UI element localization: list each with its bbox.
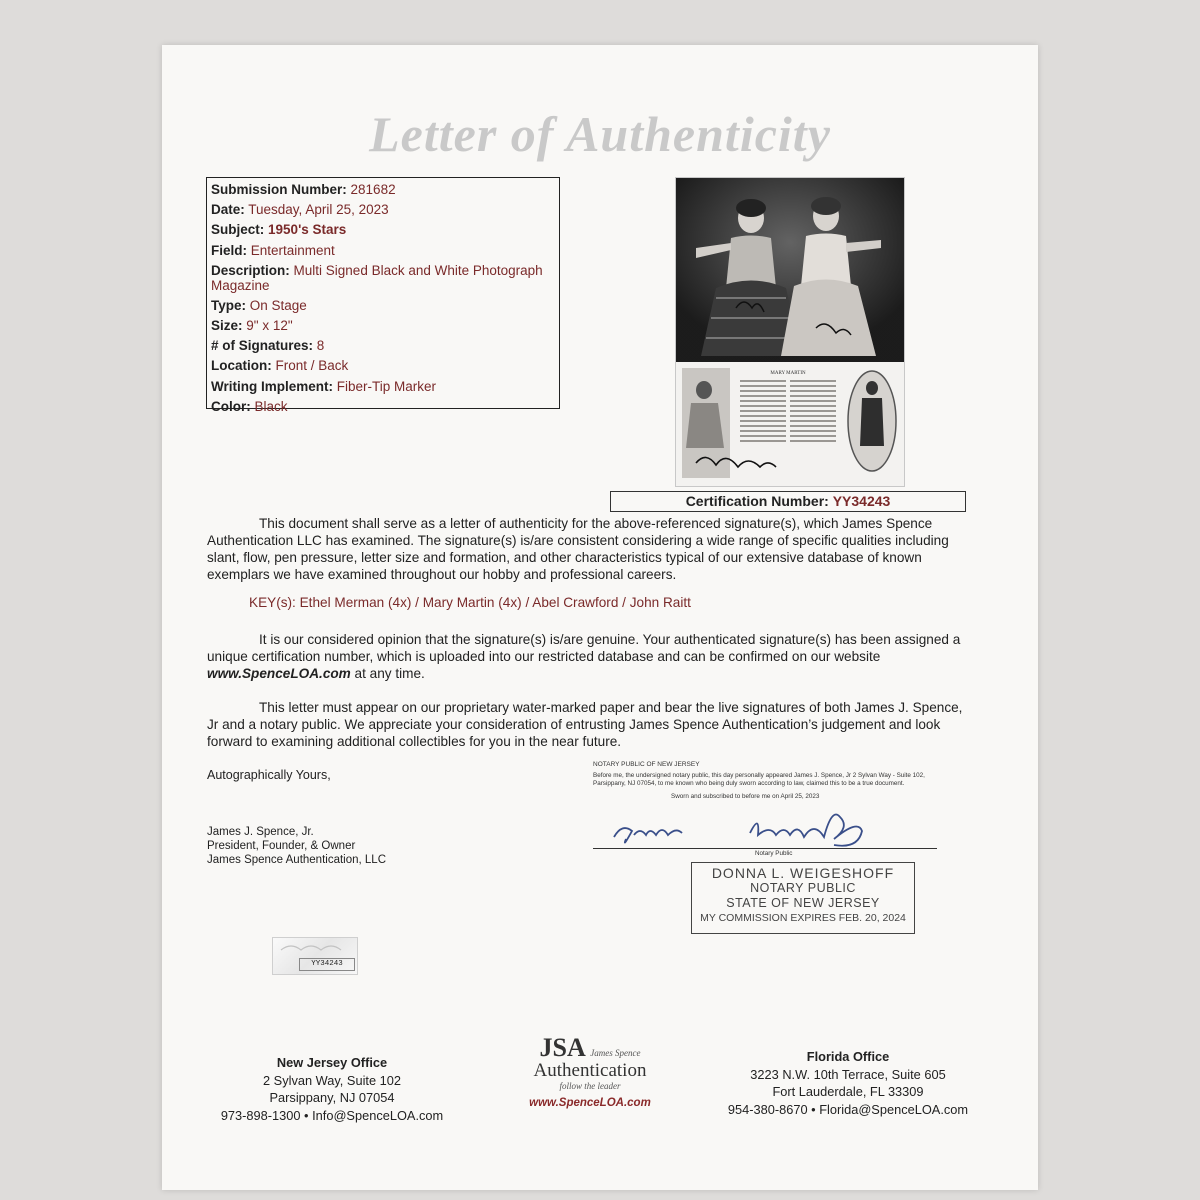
submission-info-box (206, 177, 560, 414)
notary-sworn: Sworn and subscribed to before me on April 25, 2023 (671, 793, 820, 800)
jsa-logo (505, 1035, 675, 1125)
nj-office-heading: New Jersey Office (276, 1055, 388, 1070)
signer-name: James J. Spence, Jr. (207, 826, 314, 838)
website-link[interactable]: www.SpenceLOA.com (207, 666, 351, 681)
closing-text: Autographically Yours, (207, 768, 331, 782)
notary-heading: NOTARY PUBLIC OF NEW JERSEY (593, 761, 700, 768)
signature-keys: KEY(s): Ethel Merman (4x) / Mary Martin (4x) / Abel Crawford / John Raitt (249, 595, 691, 610)
implement-row: Writing Implement: Fiber-Tip Marker (211, 378, 437, 394)
stamp-name: DONNA L. WEIGESHOFF (711, 865, 895, 881)
letter-title: Letter of Authenticity (369, 106, 831, 162)
logo-small: James Spence (590, 1048, 641, 1058)
nj-office-line-3: 973-898-1300 • Info@SpenceLOA.com (220, 1107, 444, 1123)
type-row: Type: On Stage (211, 297, 307, 313)
fl-office (698, 1048, 998, 1118)
certification-number-box (610, 491, 966, 512)
fl-office-line-1: 3223 N.W. 10th Terrace, Suite 605 (750, 1066, 946, 1082)
logo-authentication: Authentication (533, 1060, 647, 1081)
photo-illustration (676, 178, 904, 486)
signer-company: James Spence Authentication, LLC (207, 854, 387, 866)
notary-signature (602, 795, 912, 855)
hologram-number: YY34243 (299, 958, 355, 971)
letter-paper (162, 45, 1038, 1190)
hologram-pattern (273, 938, 357, 958)
fl-office-heading: Florida Office (806, 1049, 890, 1064)
location-row: Location: Front / Back (211, 358, 349, 374)
logo-tagline: follow the leader (559, 1081, 621, 1091)
signer-block (207, 768, 386, 867)
certification-number: YY34243 (832, 493, 891, 509)
submission-row: Submission Number: 281682 (211, 182, 396, 197)
logo-url: www.SpenceLOA.com (529, 1097, 651, 1109)
nj-office-line-2: Parsippany, NJ 07054 (269, 1090, 395, 1105)
subject-row: Subject: 1950's Stars (211, 222, 347, 238)
notary-stamp (691, 862, 915, 934)
nj-office (202, 1054, 462, 1124)
notary-public-label: Notary Public (755, 850, 793, 857)
paragraph-1: This document shall serve as a letter of authenticity for the above-referenced signature(s), which James Spence Authentication LLC has examined. The signature(s) is/are consistent considering a wide range of specific qualities including slant, flow, pen pressure, letter size and formation, and other characteristics typical of our extensive database of known exemplars we have examined throughout our hobby and professional careers. (207, 516, 949, 582)
paragraph-3: This letter must appear on our proprietary water-marked paper and bear the live signatures of both James J. Spence, Jr and a notary public. We appreciate your consideration of entrusting James Spence Authentication’s judgement and look forward to examining additional collectibles for you in the near future. (207, 700, 963, 749)
hologram-sticker (272, 937, 358, 975)
certification-label: Certification Number: (685, 493, 829, 509)
notary-text: Before me, the undersigned notary public, this day personally appeared James J. Spence, Jr 2 Sylvan Way - Suite 102, Parsippany, NJ 07054, to me known who being duly sworn according to law, claimed this to be a true document. (593, 772, 925, 787)
logo-jsa: JSA (539, 1033, 586, 1062)
photo-heading: MARY MARTIN (770, 371, 806, 376)
stamp-line-3: MY COMMISSION EXPIRES FEB. 20, 2024 (700, 912, 906, 924)
notary-signature-line (593, 848, 937, 849)
signer-title: President, Founder, & Owner (207, 840, 356, 852)
fl-office-line-3: 954-380-8670 • Florida@SpenceLOA.com (727, 1101, 969, 1117)
nj-office-line-1: 2 Sylvan Way, Suite 102 (263, 1072, 401, 1088)
date-row: Date: Tuesday, April 25, 2023 (211, 202, 389, 218)
paragraph-2: It is our considered opinion that the signature(s) is/are genuine. Your authenticated signature(s) has been assigned a unique certification number, which is uploaded into our restricted database and can be confirmed on our website www.SpenceLOA.com at any time. (207, 632, 961, 681)
size-row: Size: 9" x 12" (211, 318, 293, 334)
description-row: Description: Multi Signed Black and White Photograph Magazine (211, 262, 543, 293)
fl-office-line-2: Fort Lauderdale, FL 33309 (772, 1084, 924, 1099)
signatures-row: # of Signatures: 8 (211, 338, 325, 354)
field-row: Field: Entertainment (211, 242, 335, 258)
item-photograph (675, 177, 905, 487)
stamp-line-2: STATE OF NEW JERSEY (726, 896, 880, 910)
stamp-line-1: NOTARY PUBLIC (750, 881, 856, 895)
color-row: Color: Black (211, 398, 288, 414)
